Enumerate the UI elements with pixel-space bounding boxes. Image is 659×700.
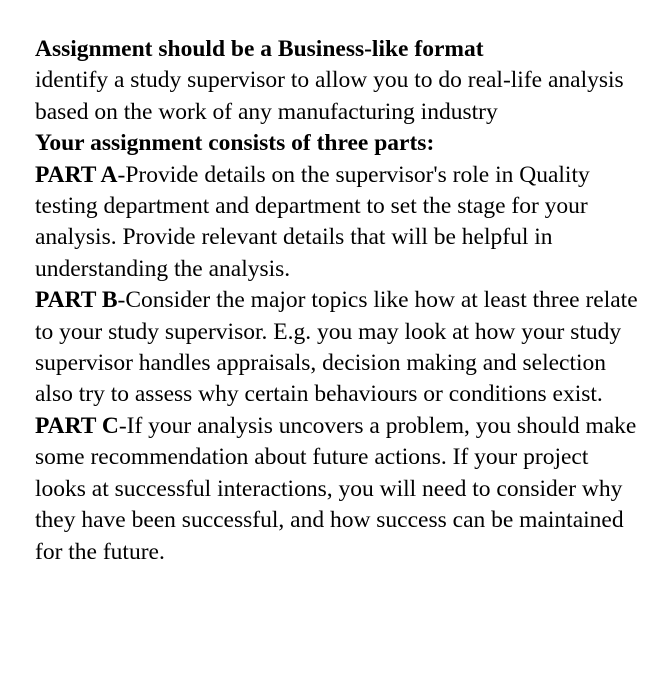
document-intro: identify a study supervisor to allow you to do real-life analysis based on the work of any manufacturing industry [35, 67, 624, 125]
part-a-text: -Provide details on the supervisor's role in Quality testing department and department to set the stage for your analysis. Provide relevant details that will be helpful in understanding the analysis. [35, 161, 590, 282]
part-b-label: PART B [35, 287, 118, 314]
part-c-label: PART C [35, 412, 119, 439]
document-heading: Assignment should be a Business-like format [35, 36, 484, 62]
part-b-text: -Consider the major topics like how at least three relate to your study supervisor. E.g. you may look at how your study supervisor handles appraisals, decision making and selection also try to assess why certain behaviours or conditions exist. [35, 287, 638, 408]
part-b-paragraph [35, 285, 641, 411]
part-a-label: PART A [35, 161, 118, 188]
part-a-paragraph [35, 160, 641, 286]
document-subheading: Your assignment consists of three parts: [35, 130, 435, 157]
part-c-paragraph [35, 411, 641, 568]
part-c-text: -If your analysis uncovers a problem, you should make some recommendation about future actions. If your project looks at successful interactions, you will need to consider why they have been successful, and how success can be maintained for the future. [35, 412, 637, 565]
